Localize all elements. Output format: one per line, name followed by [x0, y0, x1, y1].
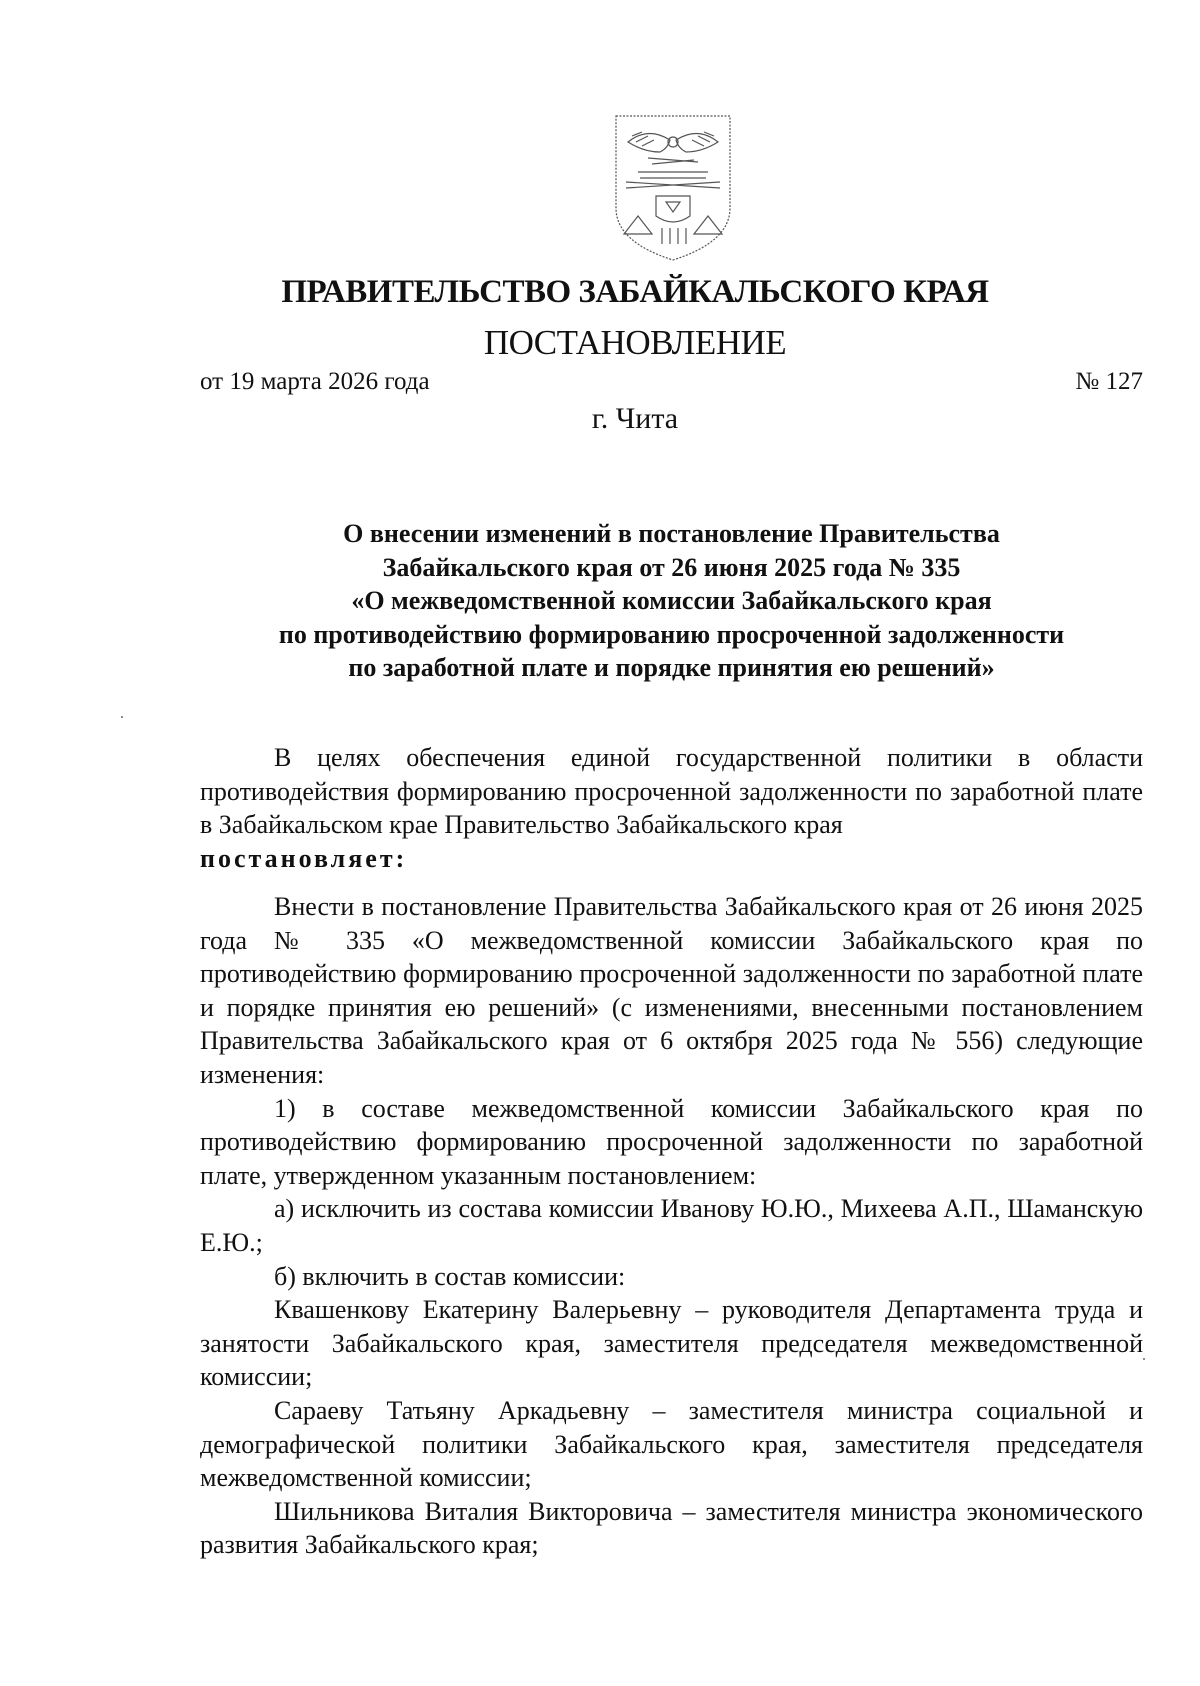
subject-line: по противодействию формированию просроченной задолженности	[278, 619, 1065, 649]
document-kind: ПОСТАНОВЛЕНИЕ	[483, 323, 787, 362]
item-a-paragraph: а) исключить из состава комиссии Иванову Ю.Ю., Михеева А.П., Шаманскую Е.Ю.;	[200, 1194, 1143, 1257]
amend-paragraph: Внести в постановление Правительства Забайкальского края от 26 июня 2025 года № 335 «О межведомственной комиссии Забайкальского края по противодействию формированию просроченной задолженности по заработной плате и порядке принятия ею решений» (с изменениями, внесенными постановлением Правительства Забайкальского края от 6 октября 2025 года № 556) следующие изменения:	[200, 892, 1143, 1089]
preamble-block	[200, 741, 1143, 875]
preamble-paragraph: В целях обеспечения единой государственной политики в области противодействия формированию просроченной задолженности по заработной плате в Забайкальском крае Правительство Забайкальского края	[200, 743, 1143, 840]
subject-line: Забайкальского края от 26 июня 2025 года № 335	[382, 552, 961, 582]
scan-speck	[1143, 1358, 1145, 1360]
member-paragraph: Квашенкову Екатерину Валерьевну – руководителя Департамента труда и занятости Забайкальского края, заместителя председателя межведомственной комиссии;	[200, 1295, 1143, 1392]
item-b-paragraph: б) включить в состав комиссии:	[274, 1261, 626, 1291]
resolves-word: постановляет:	[200, 843, 408, 873]
subject-line: О внесении изменений в постановление Правительства	[343, 519, 1000, 548]
scan-speck	[121, 716, 123, 718]
subject-line: «О межведомственной комиссии Забайкальского края	[351, 586, 992, 615]
government-title: ПРАВИТЕЛЬСТВО ЗАБАЙКАЛЬСКОГО КРАЯ	[281, 274, 989, 310]
document-subject	[200, 517, 1143, 685]
coat-of-arms-icon	[608, 112, 738, 264]
member-paragraph: Сараеву Татьяну Аркадьевну – заместителя министра социальной и демографической политики Забайкальского края, заместителя председателя межведомственной комиссии;	[200, 1395, 1143, 1493]
resolution-body	[200, 890, 1143, 1562]
subject-line: по заработной плате и порядке принятия ею решений»	[348, 653, 995, 682]
member-paragraph: Шильникова Виталия Викторовича – заместителя министра экономического развития Забайкальского края;	[200, 1496, 1143, 1560]
item-1-paragraph: 1) в составе межведомственной комиссии Забайкальского края по противодействию формированию просроченной задолженности по заработной плате, утвержденном указанным постановлением:	[200, 1093, 1143, 1190]
document-date: от 19 марта 2026 года	[200, 368, 430, 395]
document-city: г. Чита	[591, 402, 679, 435]
document-number: № 127	[1075, 368, 1143, 395]
